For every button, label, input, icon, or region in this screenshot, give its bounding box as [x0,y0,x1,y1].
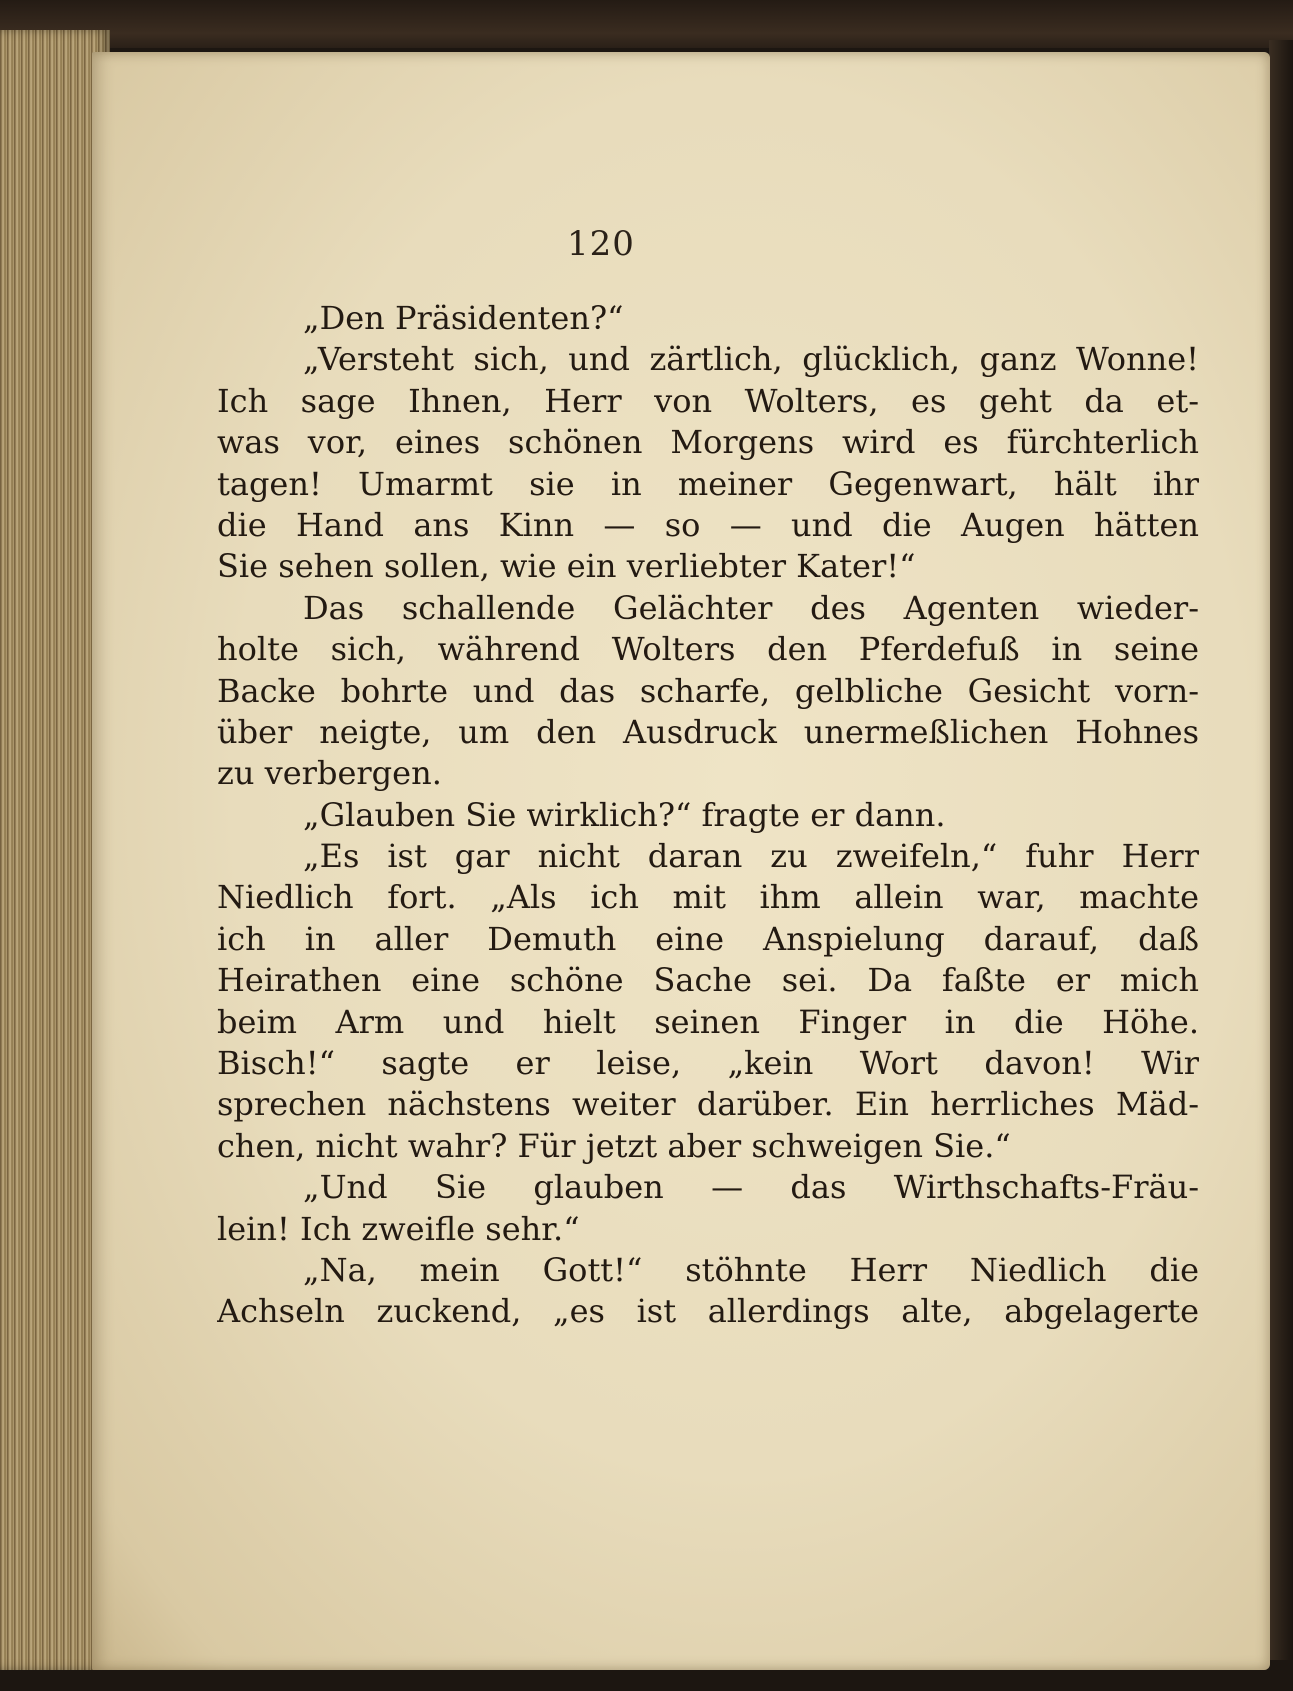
text-line: Ich sage Ihnen, Herr von Wolters, es geht da et- [217,381,1199,420]
book-cover-right-edge [1269,40,1293,1660]
text-line: Niedlich fort. „Als ich mit ihm allein war, machte [217,878,1199,917]
text-line: Achseln zuckend, „es ist allerdings alte, abgelagerte [217,1292,1199,1331]
text-line: ich in aller Demuth eine Anspielung darauf, daß [217,919,1199,958]
text-line: „Und Sie glauben — das Wirthschafts-Fräu- [303,1168,1199,1207]
text-line: „Na, mein Gott!“ stöhnte Herr Niedlich die [303,1250,1199,1289]
page-number: 120 [567,224,635,264]
text-line: Heirathen eine schöne Sache sei. Da faßte er mich [217,961,1199,1000]
text-line: chen, nicht wahr? Für jetzt aber schweigen Sie.“ [217,1126,1011,1165]
text-line: Sie sehen sollen, wie ein verliebter Kater!“ [217,547,916,586]
text-line: Bisch!“ sagte er leise, „kein Wort davon! Wir [217,1044,1199,1083]
text-line: Das schallende Gelächter des Agenten wieder- [303,588,1199,627]
text-line: zu verbergen. [217,754,442,793]
text-line: holte sich, während Wolters den Pferdefuß in seine [217,630,1199,669]
text-line: beim Arm und hielt seinen Finger in die Höhe. [217,1002,1199,1041]
text-line: Backe bohrte und das scharfe, gelbliche Gesicht vorn- [217,671,1199,710]
text-line: lein! Ich zweifle sehr.“ [217,1209,580,1248]
text-line: was vor, eines schönen Morgens wird es fürchterlich [217,423,1199,462]
text-line: „Es ist gar nicht daran zu zweifeln,“ fuhr Herr [303,837,1199,876]
text-line: über neigte, um den Ausdruck unermeßlichen Hohnes [217,712,1199,751]
text-line: tagen! Umarmt sie in meiner Gegenwart, hält ihr [217,464,1199,503]
text-line: „Glauben Sie wirklich?“ fragte er dann. [303,795,946,834]
text-line: „Versteht sich, und zärtlich, glücklich, ganz Wonne! [303,340,1199,379]
page-text [217,298,1199,1333]
text-line: sprechen nächstens weiter darüber. Ein herrliches Mäd- [217,1085,1199,1124]
text-line: die Hand ans Kinn — so — und die Augen hätten [217,505,1199,544]
text-line: „Den Präsidenten?“ [303,299,624,337]
book-cover-top-edge [0,0,1293,48]
